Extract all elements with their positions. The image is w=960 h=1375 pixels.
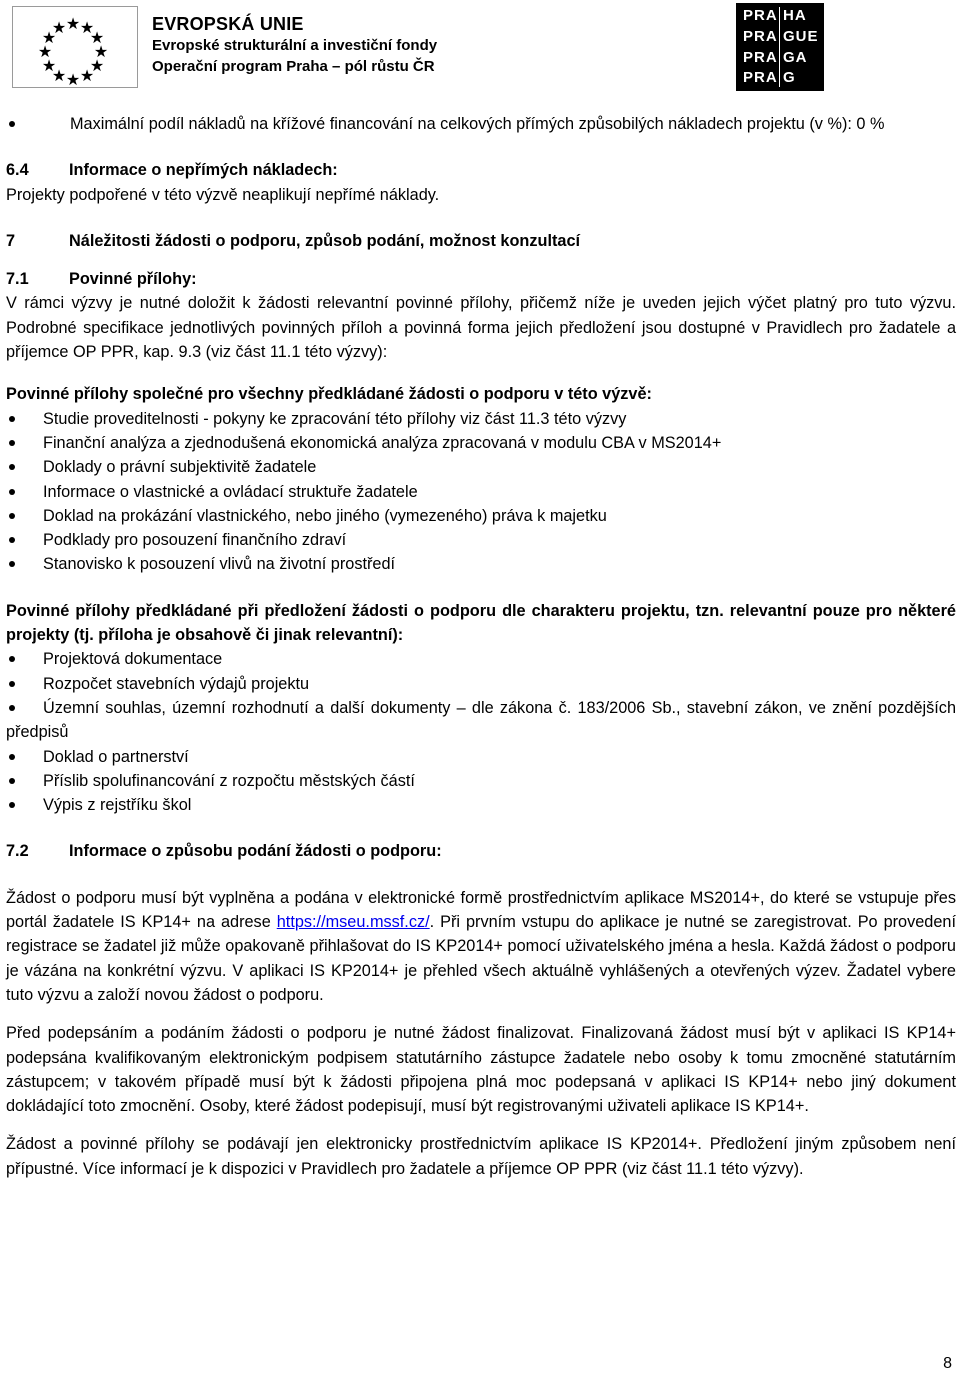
svg-text:★: ★ (37, 42, 53, 61)
section-title: Informace o způsobu podání žádosti o podporu: (69, 842, 442, 861)
paragraph-text: Žádost o podporu musí být vyplněna a podána v elektronické formě prostřednictvím aplikace MS2014+, do které se vstupuje přes portál žadatele IS KP14+ na adrese (6, 888, 956, 932)
logo-row (736, 49, 824, 69)
logo-row-right: G (783, 69, 796, 86)
svg-text:★: ★ (93, 42, 109, 61)
list-item: Informace o vlastnické a ovládací struktuře žadatele (6, 480, 956, 504)
svg-text:★: ★ (89, 56, 105, 75)
prague-logo (736, 3, 824, 91)
list-item: Studie proveditelnosti - pokyny ke zpracování této přílohy viz část 11.3 této výzvy (6, 407, 956, 431)
list-item: Územní souhlas, územní rozhodnutí a další dokumenty – dle zákona č. 183/2006 Sb., stavební zákon, ve znění pozdějších předpisů (6, 696, 956, 745)
eu-stars-icon (13, 7, 137, 87)
svg-text:★: ★ (65, 70, 81, 87)
list-item: Doklad na prokázání vlastnického, nebo jiného (vymezeného) práva k majetku (6, 504, 956, 528)
svg-text:★: ★ (79, 66, 95, 85)
list-item: Doklad o partnerství (6, 745, 956, 769)
svg-text:★: ★ (65, 14, 81, 33)
section-number: 6.4 (6, 161, 29, 180)
list-item: Výpis z rejstříku škol (6, 793, 956, 817)
document-body (6, 112, 956, 1181)
logo-row-right: HA (783, 7, 807, 24)
eu-title: EVROPSKÁ UNIE (152, 14, 304, 34)
eu-text-block (152, 14, 437, 77)
cross-financing-bullet: Maximální podíl nákladů na křížové financování na celkových přímých způsobilých nákladech projektu (v %): 0 % (6, 112, 956, 136)
section-title: Informace o nepřímých nákladech: (69, 161, 338, 180)
logo-row-left: PRA (743, 49, 778, 66)
svg-text:★: ★ (41, 28, 57, 47)
section-7-1-heading (6, 267, 956, 291)
section-title: Náležitosti žádosti o podporu, způsob podání, možnost konzultací (69, 231, 581, 250)
signature-paragraph: Před podepsáním a podáním žádosti o podporu je nutné žádost finalizovat. Finalizovaná žádost musí být v aplikaci IS KP14+ podepsána kvalifikovaným elektronickým podpisem statutárního zástupce žadatele nebo osoby k tomu zmocněné statutárním zástupcem; v takovém případě musí být k žádosti připojena plná moc podepsaná v aplikaci IS KP14+ nebo jiný dokument dokládající toto zmocnění. Osoby, které žádost podepisují, musí být registrovanými uživateli aplikace IS KP14+. (6, 1024, 956, 1116)
submission-paragraph (6, 886, 956, 1007)
logo-row (736, 69, 824, 89)
specific-attachments-heading: Povinné přílohy předkládané při předložení žádosti o podporu dle charakteru projektu, tzn. relevantní pouze pro některé projekty (tj. příloha je obsahově či jinak relevantní): (6, 601, 956, 645)
svg-text:★: ★ (51, 66, 67, 85)
specific-attachments-list (6, 647, 956, 817)
eu-flag-logo (12, 6, 138, 88)
list-item: Doklady o právní subjektivitě žadatele (6, 455, 956, 479)
paragraph-text: . Při prvním vstupu do aplikace je nutné se zaregistrovat. Po provedení registrace se žadatel již může opakovaně přihlašovat do IS KP2014+ pomocí uživatelského jména a hesla. Každá žádost o podporu je vázána na konkrétní výzvu. V aplikaci IS KP2014+ je přehled všech aktuálně vyhlášených a otevřených výzev. Žadatel vybere tuto výzvu a založí novou žádost o podporu. (6, 913, 956, 1004)
section-7-1-text: V rámci výzvy je nutné doložit k žádosti relevantní povinné přílohy, přičemž níže je uveden jejich výčet platný pro tuto výzvu. Podrobné specifikace jednotlivých povinných příloh a povinná forma jejich předložení jsou dostupné v Pravidlech pro žadatele a příjemce OP PPR, kap. 9.3 (viz část 11.1 této výzvy): (6, 294, 956, 362)
section-7-2-heading (6, 839, 956, 863)
section-number: 7.2 (6, 842, 29, 861)
page-number: 8 (943, 1355, 952, 1372)
section-number: 7 (6, 231, 16, 250)
list-item: Příslib spolufinancování z rozpočtu městských částí (6, 769, 956, 793)
logo-row-right: GA (783, 49, 808, 66)
electronic-submission-paragraph: Žádost a povinné přílohy se podávají jen elektronicky prostřednictvím aplikace IS KP2014+. Předložení jiným způsobem není přípustné. Více informací je k dispozici v Pravidlech pro žadatele a příjemce OP PPR (viz část 11.1 této výzvy). (6, 1135, 956, 1178)
svg-text:★: ★ (51, 18, 67, 37)
svg-text:★: ★ (41, 56, 57, 75)
list-item: Projektová dokumentace (6, 647, 956, 671)
section-6-4-text: Projekty podpořené v této výzvě neaplikují nepřímé náklady. (6, 185, 440, 204)
list-item: Stanovisko k posouzení vlivů na životní prostředí (6, 552, 956, 576)
logo-row-left: PRA (743, 7, 778, 24)
logo-row-left: PRA (743, 69, 778, 86)
eu-funds-line: Evropské strukturální a investiční fondy (152, 37, 438, 54)
logo-row (736, 7, 824, 27)
common-attachments-heading: Povinné přílohy společné pro všechny předkládané žádosti o podporu v této výzvě: (6, 385, 652, 404)
list-item: Finanční analýza a zjednodušená ekonomická analýza zpracovaná v modulu CBA v MS2014+ (6, 431, 956, 455)
section-number: 7.1 (6, 270, 29, 289)
logo-row (736, 28, 824, 48)
section-title: Povinné přílohy: (69, 270, 197, 289)
svg-text:★: ★ (79, 18, 95, 37)
section-6-4-heading (6, 158, 956, 182)
section-7-heading (6, 229, 956, 253)
common-attachments-list (6, 407, 956, 577)
svg-text:★: ★ (89, 28, 105, 47)
list-item: Rozpočet stavebních výdajů projektu (6, 672, 956, 696)
page-header (0, 0, 960, 92)
mseu-portal-link[interactable]: https://mseu.mssf.cz/ (276, 913, 430, 932)
eu-program-line: Operační program Praha – pól růstu ČR (152, 58, 435, 75)
logo-row-right: GUE (783, 28, 819, 45)
logo-row-left: PRA (743, 28, 778, 45)
list-item: Podklady pro posouzení finančního zdraví (6, 528, 956, 552)
